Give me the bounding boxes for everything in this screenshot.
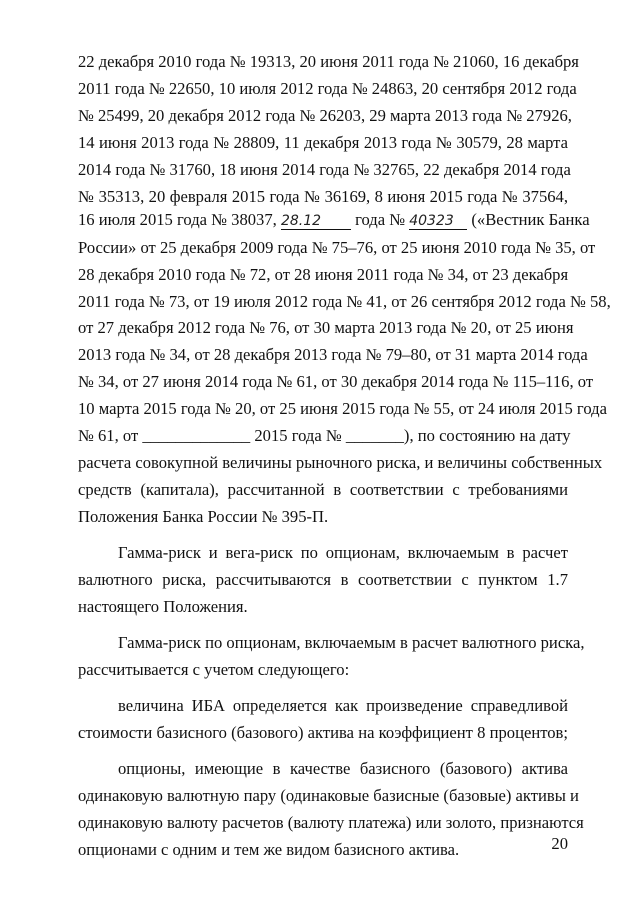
text-line: настоящего Положения. xyxy=(78,597,248,616)
text-line: опционами с одним и тем же видом базисного актива. xyxy=(78,840,460,859)
text-line: 2014 года № 31760, 18 июня 2014 года № 32765, 22 декабря 2014 года xyxy=(78,160,571,179)
text-line: № 61, от _____________ 2015 года № _______), по состоянию на дату xyxy=(78,426,571,445)
text-line: 10 марта 2015 года № 20, от 25 июня 2015 года № 55, от 24 июля 2015 года xyxy=(78,399,607,418)
text-line: России» от 25 декабря 2009 года № 75–76, от 25 июня 2010 года № 35, от xyxy=(78,238,596,257)
text-line: средств (капитала), рассчитанной в соответствии с требованиями xyxy=(78,480,568,499)
line-segment: года № xyxy=(350,210,410,229)
text-line-with-handwriting xyxy=(78,208,590,232)
text-line: Положения Банка России № 395-П. xyxy=(78,507,329,526)
text-line: Гамма-риск по опционам, включаемым в расчет валютного риска, xyxy=(118,633,585,652)
text-line: одинаковую валюту расчетов (валюту платежа) или золото, признаются xyxy=(78,813,584,832)
handwritten-date: 28.12 xyxy=(281,213,351,230)
text-line: 2013 года № 34, от 28 декабря 2013 года № 79–80, от 31 марта 2014 года xyxy=(78,345,588,364)
text-line: 14 июня 2013 года № 28809, 11 декабря 2013 года № 30579, 28 марта xyxy=(78,133,568,152)
text-line: № 34, от 27 июня 2014 года № 61, от 30 декабря 2014 года № 115–116, от xyxy=(78,372,594,391)
text-line: 28 декабря 2010 года № 72, от 28 июня 2011 года № 34, от 23 декабря xyxy=(78,265,569,284)
text-line: № 35313, 20 февраля 2015 года № 36169, 8 июня 2015 года № 37564, xyxy=(78,187,568,206)
text-line: расчета совокупной величины рыночного риска, и величины собственных xyxy=(78,453,603,472)
text-line: величина ИБА определяется как произведение справедливой xyxy=(118,696,568,715)
text-line: одинаковую валютную пару (одинаковые базисные (базовые) активы и xyxy=(78,786,579,805)
handwritten-number: 40323 xyxy=(409,213,467,230)
text-line: 22 декабря 2010 года № 19313, 20 июня 2011 года № 21060, 16 декабря xyxy=(78,52,579,71)
text-line: № 25499, 20 декабря 2012 года № 26203, 29 марта 2013 года № 27926, xyxy=(78,106,572,125)
text-line: стоимости базисного (базового) актива на коэффициент 8 процентов; xyxy=(78,723,568,742)
text-line: Гамма-риск и вега-риск по опционам, включаемым в расчет xyxy=(118,543,568,562)
text-line: от 27 декабря 2012 года № 76, от 30 марта 2013 года № 20, от 25 июня xyxy=(78,318,574,337)
text-line: 2011 года № 22650, 10 июля 2012 года № 24863, 20 сентября 2012 года xyxy=(78,79,577,98)
text-line: 2011 года № 73, от 19 июля 2012 года № 41, от 26 сентября 2012 года № 58, xyxy=(78,292,611,311)
line-segment: 16 июля 2015 года № 38037, xyxy=(78,210,281,229)
page-number: 20 xyxy=(551,834,568,853)
text-line: рассчитывается с учетом следующего: xyxy=(78,660,350,679)
line-segment: («Вестник Банка xyxy=(467,210,590,229)
text-line: валютного риска, рассчитываются в соответствии с пунктом 1.7 xyxy=(78,570,568,589)
text-line: опционы, имеющие в качестве базисного (базового) актива xyxy=(118,759,568,778)
